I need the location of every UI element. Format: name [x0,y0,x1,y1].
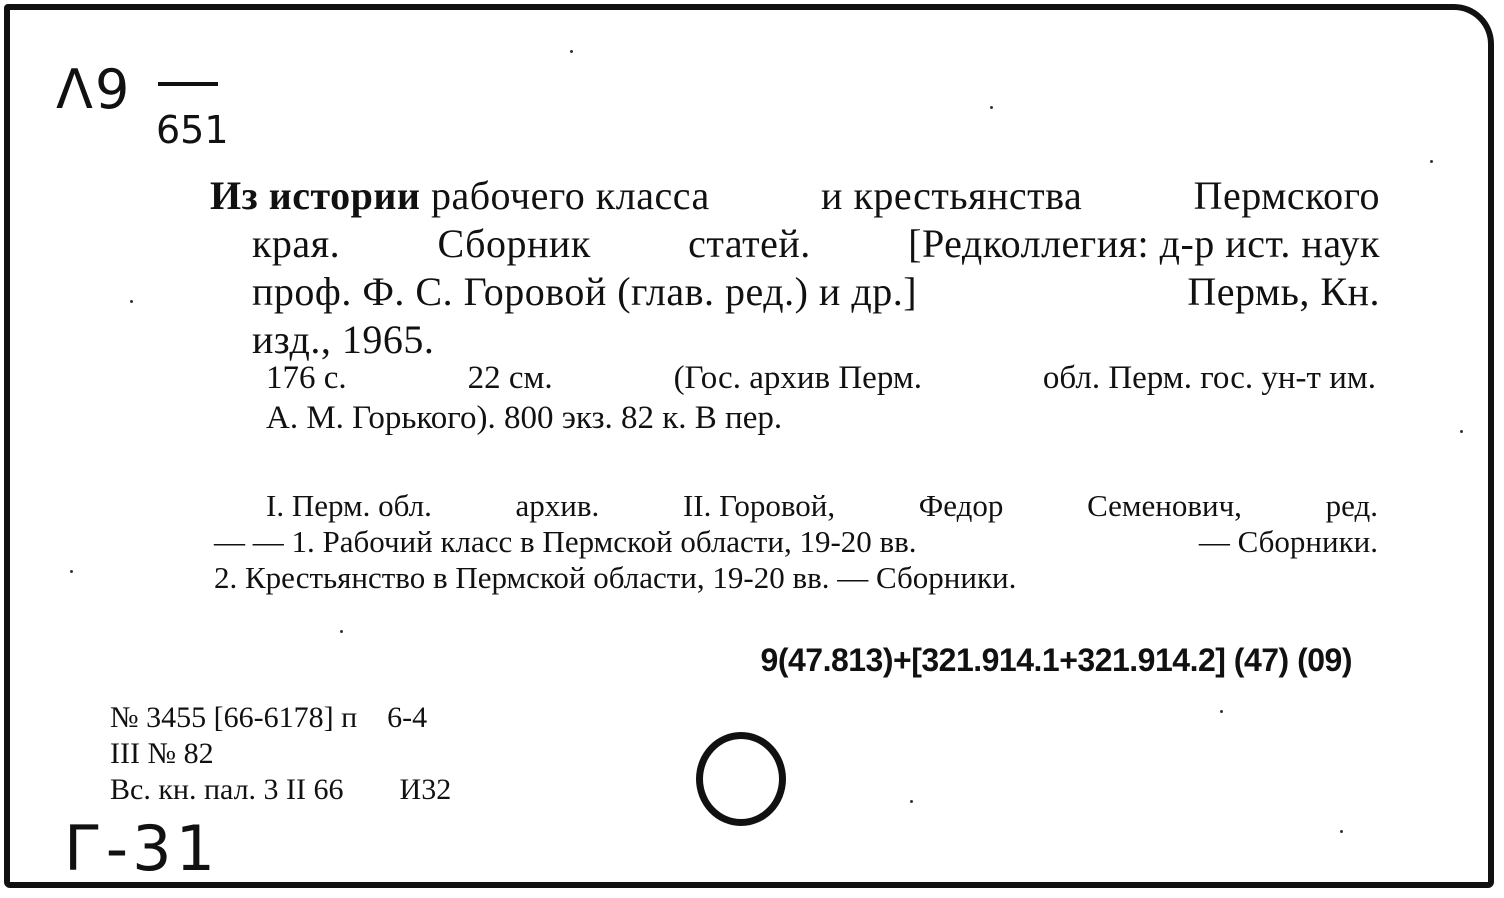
catalog-card [4,4,1494,888]
tracings-line-2 [214,524,1378,560]
collation-pages: 176 с. [266,360,347,396]
handwritten-fraction-bar [158,82,218,86]
tracing-1f: ред. [1325,488,1378,523]
classification-number: 9(47.813)+[321.914.1+321.914.2] (47) (09) [760,642,1352,678]
title-line-1-rest: рабочего класса [430,173,710,218]
registry-line-3 [110,772,451,808]
collation-series-b: обл. Перм. гос. ун-т им. [1042,360,1376,396]
title-line-1-end: Пермского [1193,173,1380,218]
subject-heading-1-form: — Сборники. [1198,524,1378,559]
book-chamber-entry: Вс. кн. пал. 3 II 66 [110,773,344,806]
speck [1340,830,1343,833]
tracing-1e: Семенович, [1087,488,1242,523]
collation-line-1 [266,358,1376,398]
tracings-line-1 [214,488,1378,524]
collation-series-a: (Гос. архив Перм. [673,360,922,396]
title-line-3 [210,268,1380,316]
title-line-3-a: проф. Ф. С. Горовой (глав. ред.) и др.] [252,269,918,314]
speck [130,300,133,303]
registry-number: № 3455 [66-6178] п [110,701,358,734]
speck [340,630,343,633]
collation-size: 22 см. [467,360,553,396]
tracings-line-3: 2. Крестьянство в Пермской области, 19-20 вв. — Сборники. [214,560,1017,595]
registry-block [110,700,451,808]
collation [266,358,1376,438]
title-line-2-b: Сборник [437,221,591,266]
tracing-1c: II. Горовой, [682,488,836,523]
registry-line-1 [110,700,451,736]
title-line-4: изд., 1965. [252,317,435,362]
speck [990,106,993,109]
subject-heading-1: — — 1. Рабочий класс в Пермской области, 19-20 вв. [214,524,917,559]
title-lead: Из истории [210,173,421,218]
punch-hole-icon [696,732,786,826]
tracing-1b: архив. [515,488,600,523]
registry-code: 6-4 [387,701,428,734]
speck [1430,160,1433,163]
bibliographic-description [210,172,1380,364]
speck [570,50,573,53]
title-line-2-c: статей. [688,221,811,266]
speck [1460,430,1463,433]
title-line-2-a: края. [252,221,341,266]
title-line-1 [210,172,1380,220]
collation-line-2: А. М. Горького). 800 экз. 82 к. В пер. [266,400,783,436]
title-line-2 [210,220,1380,268]
handwritten-location-mark: Г-31 [64,812,220,885]
title-line-1-mid: и крестьянства [821,173,1083,218]
registry-line-2: III № 82 [110,737,214,770]
book-chamber-code: И32 [399,773,452,806]
speck [1220,710,1223,713]
speck [910,800,913,803]
title-line-2-d: [Редколлегия: д-р ист. наук [908,221,1380,266]
handwritten-shelf-mark: Λ9 [56,58,132,121]
tracings [214,488,1378,596]
handwritten-shelf-number: 651 [156,108,229,152]
speck [70,570,73,573]
title-line-3-b: Пермь, Кн. [1187,269,1380,314]
tracing-1a: I. Перм. обл. [266,488,432,523]
tracing-1d: Федор [918,488,1004,523]
